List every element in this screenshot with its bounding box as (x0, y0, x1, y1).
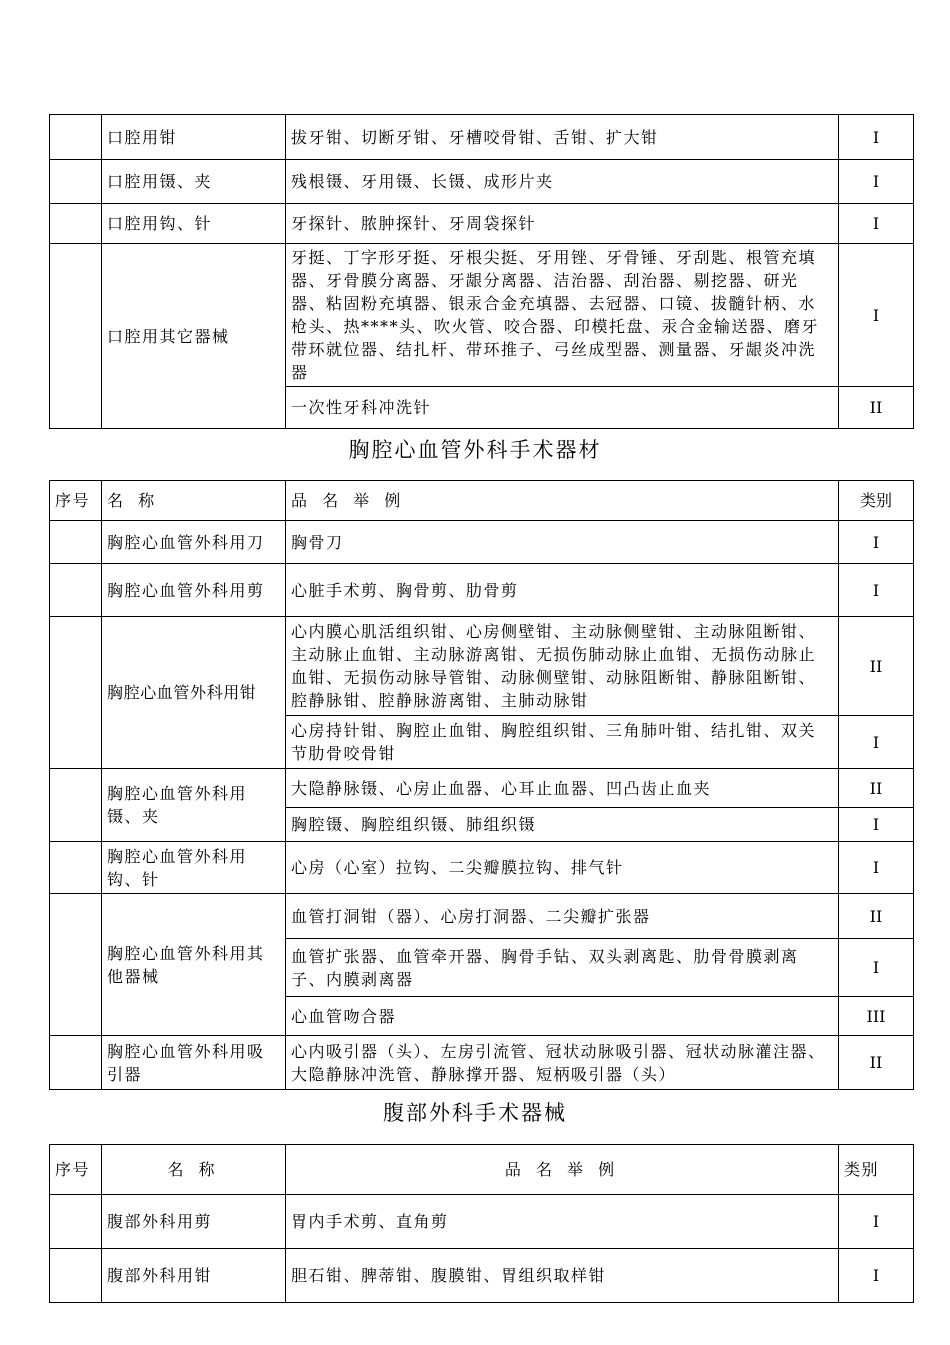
item-name-cell: 口腔用钳 (102, 115, 286, 160)
row-number-cell (50, 1249, 102, 1303)
header-class: 类别 (839, 1145, 914, 1195)
row-number-cell (50, 894, 102, 1036)
item-class-cell: II (839, 769, 914, 808)
item-class-cell: I (839, 160, 914, 204)
item-examples-cell: 心血管吻合器 (286, 997, 839, 1036)
table-row (50, 894, 914, 939)
item-examples-cell: 心内吸引器（头）、左房引流管、冠状动脉吸引器、冠状动脉灌注器、大隐静脉冲洗管、静脉撑开器、短柄吸引器（头） (286, 1036, 839, 1090)
table-row (50, 1249, 914, 1303)
row-number-cell (50, 617, 102, 769)
item-name-cell: 胸腔心血管外科用刀 (102, 521, 286, 564)
row-number-cell (50, 1195, 102, 1249)
item-name-cell: 胸腔心血管外科用吸引器 (102, 1036, 286, 1090)
table-row (50, 204, 914, 244)
item-examples-cell: 心房（心室）拉钩、二尖瓣膜拉钩、排气针 (286, 842, 839, 894)
item-name-cell: 腹部外科用钳 (102, 1249, 286, 1303)
header-number: 序号 (50, 481, 102, 521)
header-number: 序号 (50, 1145, 102, 1195)
section-title-thoracic: 胸腔心血管外科手术器材 (348, 438, 602, 462)
row-number-cell (50, 115, 102, 160)
item-examples-cell: 胸腔镊、胸腔组织镊、肺组织镊 (286, 808, 839, 842)
table-row (50, 160, 914, 204)
table-row (50, 521, 914, 564)
table-row (50, 1036, 914, 1090)
abdominal-instruments-table (49, 1144, 914, 1303)
item-examples-cell: 胸骨刀 (286, 521, 839, 564)
item-examples-cell: 胃内手术剪、直角剪 (286, 1195, 839, 1249)
item-class-cell: II (839, 894, 914, 939)
item-class-cell: I (839, 939, 914, 997)
table-row (50, 564, 914, 617)
item-examples-cell: 拔牙钳、切断牙钳、牙槽咬骨钳、舌钳、扩大钳 (286, 115, 839, 160)
header-examples: 品 名 举 例 (286, 481, 839, 521)
item-name-cell: 胸腔心血管外科用剪 (102, 564, 286, 617)
item-class-cell: I (839, 842, 914, 894)
item-examples-cell: 残根镊、牙用镊、长镊、成形片夹 (286, 160, 839, 204)
item-name-cell: 胸腔心血管外科用镊、夹 (102, 769, 286, 842)
row-number-cell (50, 769, 102, 842)
header-class: 类别 (839, 481, 914, 521)
item-name-cell: 胸腔心血管外科用其他器械 (102, 894, 286, 1036)
item-examples-cell: 心房持针钳、胸腔止血钳、胸腔组织钳、三角肺叶钳、结扎钳、双关节肋骨咬骨钳 (286, 716, 839, 769)
item-examples-cell: 血管扩张器、血管牵开器、胸骨手钻、双头剥离匙、肋骨骨膜剥离子、内膜剥离器 (286, 939, 839, 997)
item-examples-cell: 心内膜心肌活组织钳、心房侧壁钳、主动脉侧壁钳、主动脉阻断钳、主动脉止血钳、主动脉游离钳、无损伤肺动脉止血钳、无损伤动脉止血钳、无损伤动脉导管钳、动脉侧壁钳、动脉阻断钳、静脉阻断钳、腔静脉钳、腔静脉游离钳、主肺动脉钳 (286, 617, 839, 716)
item-class-cell: II (839, 387, 914, 429)
oral-instruments-table (49, 114, 914, 429)
item-examples-cell: 胆石钳、脾蒂钳、腹膜钳、胃组织取样钳 (286, 1249, 839, 1303)
item-examples-cell: 心脏手术剪、胸骨剪、肋骨剪 (286, 564, 839, 617)
section-title-abdominal: 腹部外科手术器械 (383, 1101, 567, 1125)
thoracic-instruments-table (49, 480, 914, 1090)
row-number-cell (50, 1036, 102, 1090)
item-examples-cell: 一次性牙科冲洗针 (286, 387, 839, 429)
table-row (50, 769, 914, 808)
row-number-cell (50, 842, 102, 894)
row-number-cell (50, 521, 102, 564)
item-class-cell: I (839, 1249, 914, 1303)
item-class-cell: I (839, 808, 914, 842)
item-class-cell: I (839, 521, 914, 564)
item-name-cell: 口腔用钩、针 (102, 204, 286, 244)
item-examples-cell: 牙挺、丁字形牙挺、牙根尖挺、牙用锉、牙骨锤、牙刮匙、根管充填器、牙骨膜分离器、牙龈分离器、洁治器、刮治器、剔挖器、研光器、粘固粉充填器、银汞合金充填器、去冠器、口镜、拔髓针柄、水枪头、热****头、吹火管、咬合器、印模托盘、汞合金输送器、磨牙带环就位器、结扎杆、带环推子、弓丝成型器、测量器、牙龈炎冲洗器 (286, 244, 839, 387)
table-header-row (50, 481, 914, 521)
item-class-cell: I (839, 564, 914, 617)
item-name-cell: 口腔用镊、夹 (102, 160, 286, 204)
item-examples-cell: 大隐静脉镊、心房止血器、心耳止血器、凹凸齿止血夹 (286, 769, 839, 808)
row-number-cell (50, 244, 102, 429)
table-row (50, 1195, 914, 1249)
header-name: 名 称 (102, 481, 286, 521)
row-number-cell (50, 204, 102, 244)
item-name-cell: 腹部外科用剪 (102, 1195, 286, 1249)
item-class-cell: I (839, 204, 914, 244)
item-examples-cell: 牙探针、脓肿探针、牙周袋探针 (286, 204, 839, 244)
item-class-cell: III (839, 997, 914, 1036)
item-class-cell: I (839, 716, 914, 769)
item-class-cell: II (839, 1036, 914, 1090)
header-name: 名 称 (102, 1145, 286, 1195)
table-row (50, 617, 914, 716)
table-header-row (50, 1145, 914, 1195)
row-number-cell (50, 160, 102, 204)
item-examples-cell: 血管打洞钳（器）、心房打洞器、二尖瓣扩张器 (286, 894, 839, 939)
header-examples: 品 名 举 例 (286, 1145, 839, 1195)
item-name-cell: 口腔用其它器械 (102, 244, 286, 429)
table-row (50, 842, 914, 894)
item-name-cell: 胸腔心血管外科用钩、针 (102, 842, 286, 894)
item-name-cell: 胸腔心血管外科用钳 (102, 617, 286, 769)
item-class-cell: I (839, 115, 914, 160)
item-class-cell: I (839, 1195, 914, 1249)
row-number-cell (50, 564, 102, 617)
item-class-cell: II (839, 617, 914, 716)
table-row (50, 115, 914, 160)
table-row (50, 244, 914, 387)
item-class-cell: I (839, 244, 914, 387)
